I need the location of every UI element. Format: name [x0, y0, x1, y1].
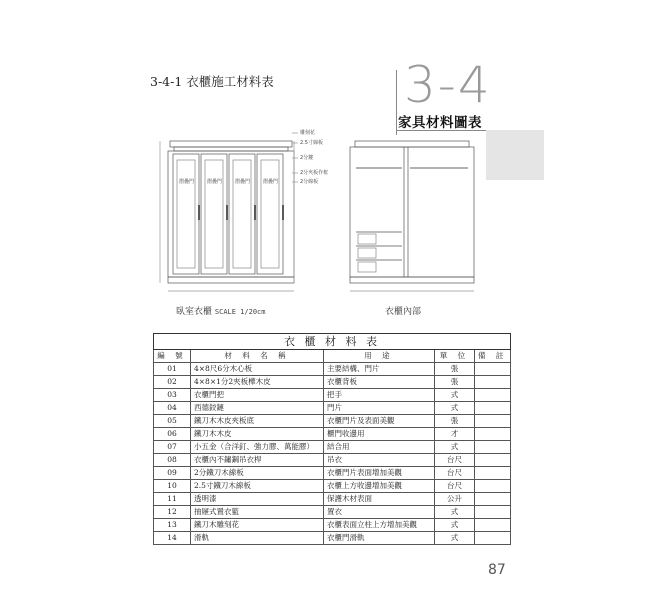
cell-note	[475, 415, 511, 428]
annotation-2fen-lou: 2分鏤	[300, 155, 314, 161]
cell-name: 西德鉸鏈	[191, 402, 324, 415]
cell-use: 吊衣	[324, 454, 435, 467]
cell-note	[475, 480, 511, 493]
cell-name: 滑軌	[191, 532, 324, 545]
cell-use: 衣櫃上方收邊增加美觀	[324, 480, 435, 493]
cell-no: 06	[154, 428, 191, 441]
table-row	[154, 376, 511, 389]
cell-use: 結合用	[324, 441, 435, 454]
cell-note	[475, 454, 511, 467]
cell-use: 櫃門收邊用	[324, 428, 435, 441]
cell-no: 03	[154, 389, 191, 402]
door-label: 摺疊門	[207, 179, 223, 185]
cell-no: 14	[154, 532, 191, 545]
scale-text: SCALE 1/20cm	[214, 308, 266, 316]
cell-unit: 式	[435, 441, 475, 454]
cell-unit: 式	[435, 532, 475, 545]
table-title: 衣 櫃 材 料 表	[154, 334, 511, 350]
cell-unit: 張	[435, 415, 475, 428]
annotation-trim-25: 2.5寸線板	[300, 140, 323, 146]
drawing-caption-left	[176, 304, 265, 317]
table-row	[154, 402, 511, 415]
drawing-caption-right: 衣櫃內部	[385, 307, 422, 317]
cell-note	[475, 389, 511, 402]
chapter-number: 3-4	[404, 56, 492, 114]
cell-unit: 式	[435, 402, 475, 415]
cell-name: 2分鐵刀木線板	[191, 467, 324, 480]
cell-name: 小五金（合洋釘、強力膠、萬能膠）	[191, 441, 324, 454]
cell-name: 4×8尺6分木心板	[191, 363, 324, 376]
table-row	[154, 428, 511, 441]
cell-name: 4×8×1分2夾板樺木皮	[191, 376, 324, 389]
table-row	[154, 506, 511, 519]
cell-no: 10	[154, 480, 191, 493]
header-note: 備 註	[475, 350, 511, 363]
header-unit: 單 位	[435, 350, 475, 363]
cell-unit: 張	[435, 376, 475, 389]
cell-use: 衣櫃背板	[324, 376, 435, 389]
annotation-2fen-trim: 2分線板	[300, 179, 319, 185]
cell-no: 13	[154, 519, 191, 532]
cell-note	[475, 519, 511, 532]
page-number: 87	[488, 562, 506, 578]
cell-name: 鐵刀木木皮	[191, 428, 324, 441]
table-row	[154, 467, 511, 480]
cell-use: 保護木材表面	[324, 493, 435, 506]
cell-unit: 式	[435, 506, 475, 519]
cell-name: 抽屜式置衣籃	[191, 506, 324, 519]
table-row	[154, 519, 511, 532]
table-row	[154, 480, 511, 493]
cell-name: 鐵刀木木皮夾板底	[191, 415, 324, 428]
annotation-plywood-frame: 2分夾板作框	[300, 170, 329, 176]
wardrobe-interior-elevation	[350, 141, 474, 291]
cell-note	[475, 376, 511, 389]
cell-use: 置衣	[324, 506, 435, 519]
cell-unit: 式	[435, 519, 475, 532]
cell-no: 05	[154, 415, 191, 428]
table-row	[154, 532, 511, 545]
cell-unit: 台尺	[435, 467, 475, 480]
cell-note	[475, 493, 511, 506]
header-name: 材 料 名 稱	[191, 350, 324, 363]
door-label: 摺疊門	[179, 179, 195, 185]
cell-use: 主要結構、門片	[324, 363, 435, 376]
cell-no: 09	[154, 467, 191, 480]
cell-no: 11	[154, 493, 191, 506]
cell-use: 衣櫃門滑軌	[324, 532, 435, 545]
cell-note	[475, 428, 511, 441]
annotation-carving: 雕刻花	[300, 130, 316, 136]
cell-unit: 式	[435, 389, 475, 402]
cell-use: 門片	[324, 402, 435, 415]
cell-note	[475, 467, 511, 480]
cell-use: 把手	[324, 389, 435, 402]
table-row	[154, 415, 511, 428]
caption-text: 臥室衣櫃	[176, 307, 213, 317]
table-row	[154, 441, 511, 454]
cell-note	[475, 363, 511, 376]
cell-name: 2.5寸鐵刀木線板	[191, 480, 324, 493]
cell-unit: 台尺	[435, 454, 475, 467]
door-label: 摺疊門	[263, 179, 279, 185]
cell-no: 04	[154, 402, 191, 415]
table-row	[154, 389, 511, 402]
cell-note	[475, 441, 511, 454]
cell-no: 01	[154, 363, 191, 376]
cell-name: 衣櫃內不鏽鋼吊衣桿	[191, 454, 324, 467]
cell-note	[475, 532, 511, 545]
cell-no: 08	[154, 454, 191, 467]
cell-unit: 張	[435, 363, 475, 376]
cell-name: 衣櫃門把	[191, 389, 324, 402]
table-row	[154, 493, 511, 506]
cell-no: 07	[154, 441, 191, 454]
door-label: 摺疊門	[235, 179, 251, 185]
header-use: 用 途	[324, 350, 435, 363]
materials-table	[153, 333, 511, 545]
cell-note	[475, 402, 511, 415]
section-heading: 3-4-1 衣櫃施工材料表	[150, 74, 274, 89]
table-row	[154, 363, 511, 376]
cell-unit: 公升	[435, 493, 475, 506]
cell-use: 衣櫃表面立柱上方增加美觀	[324, 519, 435, 532]
cell-no: 02	[154, 376, 191, 389]
cell-note	[475, 506, 511, 519]
wardrobe-front-elevation	[160, 133, 298, 291]
chapter-title: 家具材料圖表	[398, 115, 482, 131]
cell-name: 鐵刀木雕刻花	[191, 519, 324, 532]
cell-name: 透明漆	[191, 493, 324, 506]
table-row	[154, 454, 511, 467]
header-no: 編 號	[154, 350, 191, 363]
cell-use: 衣櫃門片及表面美觀	[324, 415, 435, 428]
cell-unit: 台尺	[435, 480, 475, 493]
cell-unit: 才	[435, 428, 475, 441]
cell-no: 12	[154, 506, 191, 519]
cell-use: 衣櫃門片表面增加美觀	[324, 467, 435, 480]
